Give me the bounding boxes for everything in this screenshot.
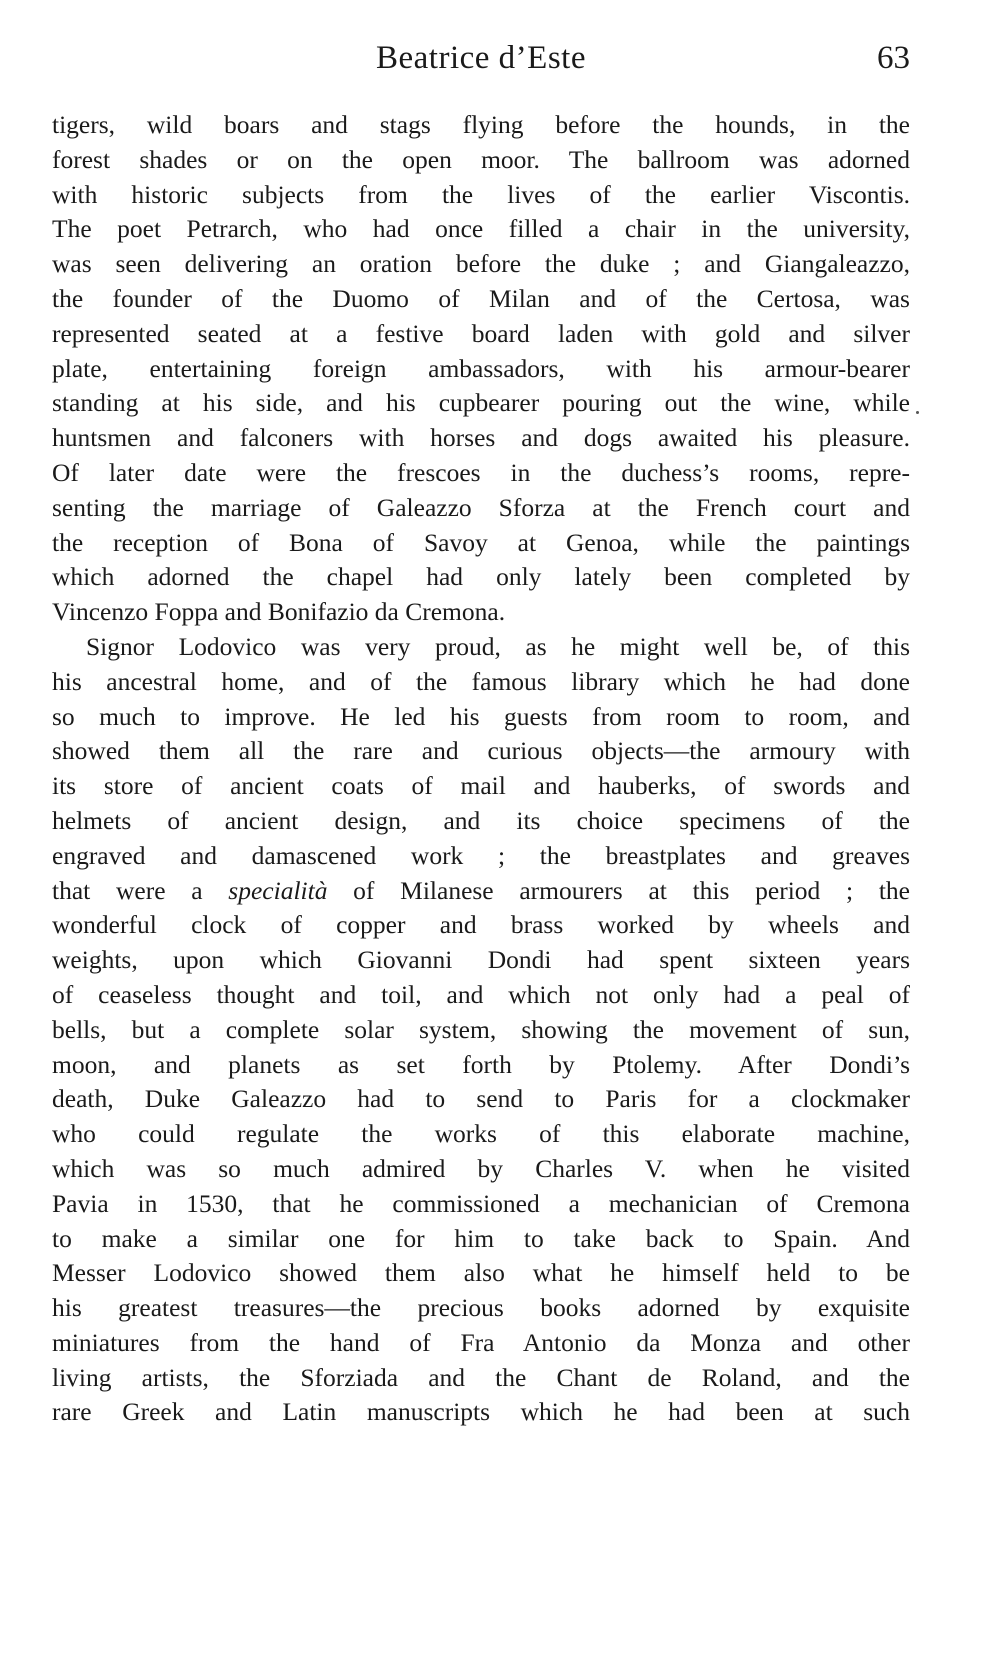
text-line: engraved and damascened work ; the breastplates and greaves bbox=[52, 840, 910, 870]
text-line: tigers, wild boars and stags flying before the hounds, in the bbox=[52, 110, 910, 139]
text-line: Pavia in 1530, that he commissioned a mechanician of Cremona bbox=[52, 1188, 910, 1218]
text-line: the reception of Bona of Savoy at Genoa, while the paintings bbox=[52, 527, 910, 557]
text-line: which adorned the chapel had only lately been completed by bbox=[52, 562, 910, 592]
text-line-with-italic bbox=[52, 874, 910, 909]
text-line: so much to improve. He led his guests from room to room, and bbox=[52, 701, 910, 731]
text-line: Of later date were the frescoes in the duchess’s rooms, repre- bbox=[52, 457, 910, 487]
italic-term: specialità bbox=[228, 875, 328, 905]
text-line: plate, entertaining foreign ambassadors, with his armour-bearer bbox=[52, 353, 910, 383]
text-line: with historic subjects from the lives of the earlier Viscontis. bbox=[52, 179, 910, 209]
text-line: Signor Lodovico was very proud, as he might well be, of this bbox=[86, 631, 910, 661]
paragraph-1 bbox=[52, 108, 910, 630]
text-line: which was so much admired by Charles V. when he visited bbox=[52, 1153, 910, 1183]
text-line: represented seated at a festive board laden with gold and silver bbox=[52, 318, 910, 348]
ink-speck bbox=[916, 411, 919, 414]
text-line: to make a similar one for him to take back to Spain. And bbox=[52, 1223, 910, 1253]
text-line: wonderful clock of copper and brass worked by wheels and bbox=[52, 910, 910, 940]
text-line: death, Duke Galeazzo had to send to Paris for a clockmaker bbox=[52, 1084, 910, 1114]
text-line: his ancestral home, and of the famous library which he had done bbox=[52, 666, 910, 696]
text-line: helmets of ancient design, and its choice specimens of the bbox=[52, 805, 910, 835]
paragraph-2 bbox=[52, 630, 910, 1430]
line-segment: of Milanese armourers at this period ; the bbox=[327, 875, 910, 905]
text-line: miniatures from the hand of Fra Antonio da Monza and other bbox=[52, 1327, 910, 1357]
text-line: rare Greek and Latin manuscripts which he had been at such bbox=[52, 1397, 910, 1427]
text-line: forest shades or on the open moor. The ballroom was adorned bbox=[52, 144, 910, 174]
running-title: Beatrice d’Este bbox=[376, 40, 586, 76]
line-segment: that were a bbox=[52, 875, 229, 905]
text-line: huntsmen and falconers with horses and dogs awaited his pleasure. bbox=[52, 423, 910, 453]
text-line: weights, upon which Giovanni Dondi had spent sixteen years bbox=[52, 945, 910, 975]
text-line: senting the marriage of Galeazzo Sforza at the French court and bbox=[52, 492, 910, 522]
text-line: The poet Petrarch, who had once filled a chair in the university, bbox=[52, 214, 910, 244]
text-line: Vincenzo Foppa and Bonifazio da Cremona. bbox=[52, 597, 506, 627]
body-text bbox=[52, 108, 910, 1430]
text-line: bells, but a complete solar system, showing the movement of sun, bbox=[52, 1014, 910, 1044]
page-number: 63 bbox=[877, 40, 910, 76]
text-line: the founder of the Duomo of Milan and of the Certosa, was bbox=[52, 283, 910, 313]
text-line: its store of ancient coats of mail and hauberks, of swords and bbox=[52, 771, 910, 801]
text-line: was seen delivering an oration before the duke ; and Giangaleazzo, bbox=[52, 249, 910, 279]
text-line: living artists, the Sforziada and the Chant de Roland, and the bbox=[52, 1362, 910, 1392]
text-line: standing at his side, and his cupbearer pouring out the wine, while bbox=[52, 388, 910, 418]
text-line: who could regulate the works of this elaborate machine, bbox=[52, 1119, 910, 1149]
text-line: showed them all the rare and curious objects—the armoury with bbox=[52, 736, 910, 766]
text-line: Messer Lodovico showed them also what he himself held to be bbox=[52, 1258, 910, 1288]
text-line: moon, and planets as set forth by Ptolemy. After Dondi’s bbox=[52, 1049, 910, 1079]
text-line: of ceaseless thought and toil, and which not only had a peal of bbox=[52, 979, 910, 1009]
running-head bbox=[52, 40, 910, 84]
text-line: his greatest treasures—the precious books adorned by exquisite bbox=[52, 1293, 910, 1323]
